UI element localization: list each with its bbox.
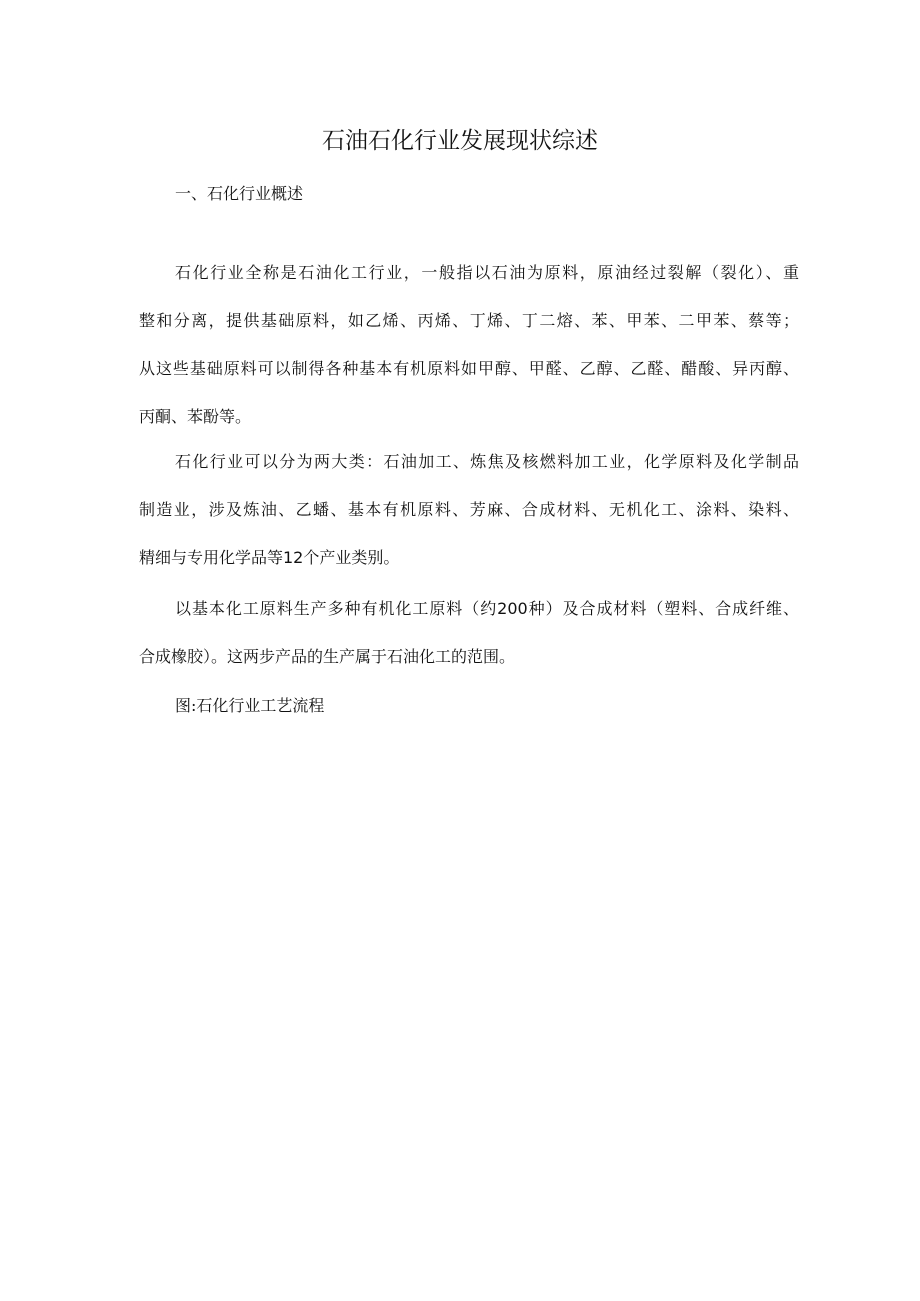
paragraph-products (139, 585, 799, 681)
figure-caption: 图:石化行业工艺流程 (175, 696, 325, 715)
paragraph-line: 丙酮、苯酚等。 (139, 407, 252, 426)
section-heading: 一、石化行业概述 (175, 184, 304, 203)
paragraph-categories (139, 438, 799, 582)
paragraph-line: 制造业，涉及炼油、乙蟠、基本有机原料、芳麻、合成材料、无机化工、涂料、染料、 (139, 500, 799, 519)
paragraph-line: 以基本化工原料生产多种有机化工原料（约200种）及合成材料（塑料、合成纤维、 (175, 599, 799, 618)
paragraph-line: 从这些基础原料可以制得各种基本有机原料如甲醇、甲醛、乙醇、乙醛、醋酸、异丙醇、 (139, 359, 799, 378)
paragraph-line: 整和分离，提供基础原料，如乙烯、丙烯、丁烯、丁二熔、苯、甲苯、二甲苯、蔡等； (139, 311, 799, 330)
paragraph-overview (139, 249, 799, 441)
document-title: 石油石化行业发展现状综述 (322, 128, 598, 154)
paragraph-line: 合成橡胶）。这两步产品的生产属于石油化工的范围。 (139, 647, 516, 666)
paragraph-line: 石化行业可以分为两大类：石油加工、炼焦及核燃料加工业，化学原料及化学制品 (175, 452, 799, 471)
paragraph-line: 精细与专用化学品等12个产业类别。 (139, 548, 400, 567)
paragraph-line: 石化行业全称是石油化工行业，一般指以石油为原料，原油经过裂解（裂化）、重 (175, 263, 799, 282)
